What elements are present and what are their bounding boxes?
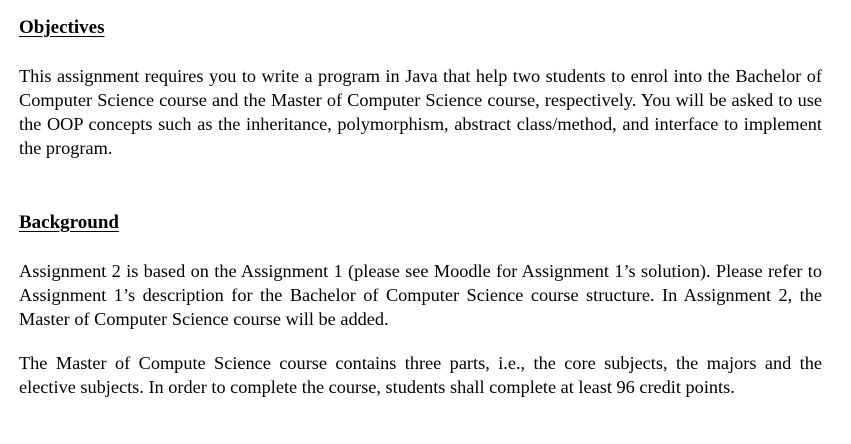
background-heading: Background (19, 212, 119, 233)
objectives-paragraph: This assignment requires you to write a program in Java that help two students to enrol into the Bachelor of Computer Science course and the Master of Computer Science course, respectively. You will be asked to use the OOP concepts such as the inheritance, polymorphism, abstract class/method, and interface to implement the program. (19, 66, 822, 158)
objectives-heading: Objectives (19, 17, 105, 38)
background-paragraph-1: Assignment 2 is based on the Assignment 1 (please see Moodle for Assignment 1’s solution). Please refer to Assignment 1’s description for the Bachelor of Computer Science course structure. In Assignment 2, the Master of Computer Science course will be added. (19, 261, 822, 329)
background-paragraph-2: The Master of Compute Science course contains three parts, i.e., the core subjects, the majors and the elective subjects. In order to complete the course, students shall complete at least 96 credit points. (19, 353, 822, 397)
